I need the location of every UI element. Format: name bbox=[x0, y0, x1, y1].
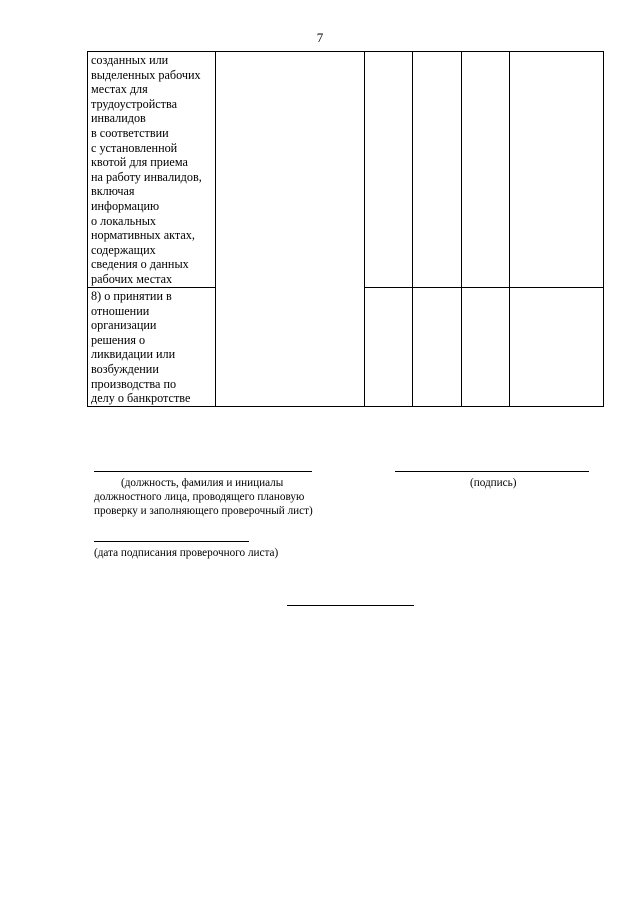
requirement-text-line: включая bbox=[91, 184, 135, 199]
answer-yes-cell[interactable] bbox=[365, 288, 413, 407]
requirement-text-line: нормативных актах, bbox=[91, 228, 195, 243]
requirement-text-line: решения о bbox=[91, 332, 146, 347]
requirement-text-line: рабочих местах bbox=[91, 271, 173, 286]
signature-line bbox=[395, 471, 589, 472]
requirement-text-line: местах для bbox=[91, 82, 148, 97]
requirement-text-line: на работу инвалидов, bbox=[91, 169, 202, 184]
position-caption: проверку и заполняющего проверочный лист) bbox=[94, 505, 313, 517]
end-of-document-line bbox=[287, 605, 414, 606]
answer-na-cell[interactable] bbox=[462, 52, 510, 288]
answer-yes-cell[interactable] bbox=[365, 52, 413, 288]
requirement-text-line: созданных или bbox=[91, 53, 169, 67]
checklist-table bbox=[87, 51, 604, 407]
position-caption: должностного лица, проводящего плановую bbox=[94, 491, 305, 503]
requirement-text-line: организации bbox=[91, 318, 157, 333]
requirement-text-line: квотой для приема bbox=[91, 155, 188, 170]
requirement-text-line: информацию bbox=[91, 198, 160, 213]
requirement-cell bbox=[88, 288, 216, 407]
position-signature-line bbox=[94, 471, 312, 472]
note-cell[interactable] bbox=[510, 52, 604, 288]
date-caption: (дата подписания проверочного листа) bbox=[94, 547, 279, 559]
requirement-text-line: о локальных bbox=[91, 213, 157, 228]
requirement-text-line: сведения о данных bbox=[91, 257, 189, 272]
date-signature-line bbox=[94, 541, 249, 542]
reference-cell bbox=[216, 52, 365, 407]
requirement-text-line: трудоустройства bbox=[91, 96, 177, 111]
requirement-text-line: в соответствии bbox=[91, 125, 169, 140]
note-cell[interactable] bbox=[510, 288, 604, 407]
requirement-text-line: 8) о принятии в bbox=[91, 289, 172, 303]
answer-no-cell[interactable] bbox=[413, 52, 462, 288]
page-number: 7 bbox=[316, 30, 324, 45]
requirement-text-line: с установленной bbox=[91, 140, 178, 155]
requirement-text-line: инвалидов bbox=[91, 111, 146, 126]
requirement-text-line: делу о банкротстве bbox=[91, 391, 191, 406]
signature-caption: (подпись) bbox=[470, 477, 517, 489]
requirement-text-line: содержащих bbox=[91, 242, 156, 257]
table-row bbox=[88, 52, 604, 288]
position-caption: (должность, фамилия и инициалы bbox=[121, 477, 284, 489]
requirement-cell bbox=[88, 52, 216, 288]
requirement-text-line: производства по bbox=[91, 376, 177, 391]
requirement-text-line: выделенных рабочих bbox=[91, 67, 201, 82]
requirement-text-line: ликвидации или bbox=[91, 347, 176, 362]
requirement-text-line: отношении bbox=[91, 303, 150, 318]
answer-no-cell[interactable] bbox=[413, 288, 462, 407]
answer-na-cell[interactable] bbox=[462, 288, 510, 407]
requirement-text-line: возбуждении bbox=[91, 361, 159, 376]
